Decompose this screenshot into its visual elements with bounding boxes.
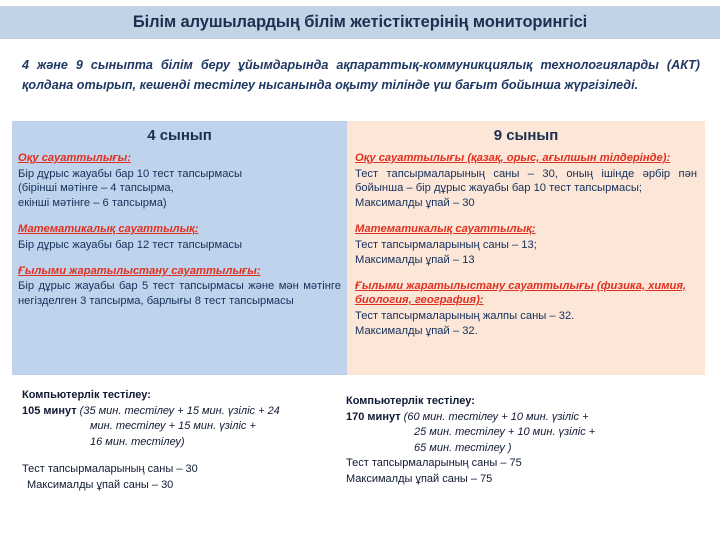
- grade-4-section-reading-literacy: [18, 151, 341, 211]
- section-title: Оқу сауаттылығы (қазақ, орыс, ағылшын тілдерінде):: [355, 152, 671, 164]
- testing-heading: Компьютерлік тестілеу:: [346, 395, 475, 407]
- testing-duration-detail-3: 65 мин. тестілеу ): [414, 441, 512, 454]
- section-line: Бір дұрыс жауабы бар 5 тест тапсырмасы және мән мәтінге негізделген 3 тапсырма, барлығы 8 тест тапсырмасы: [18, 280, 341, 308]
- testing-duration-number: 105: [22, 404, 41, 417]
- section-line: Бір дұрыс жауабы бар 10 тест тапсырмасы: [18, 167, 243, 180]
- testing-task-count: Тест тапсырмаларының саны – 75: [346, 457, 522, 470]
- section-line: Тест тапсырмаларының жалпы саны – 32.: [355, 309, 575, 322]
- grade-4-section-math-literacy: [18, 222, 341, 252]
- testing-max-points: Максималды ұпай саны – 75: [346, 473, 493, 486]
- testing-heading: Компьютерлік тестілеу:: [22, 389, 151, 401]
- computer-testing-blocks: [0, 388, 720, 508]
- testing-duration-unit: минут: [43, 404, 77, 417]
- grade-9-computer-testing: [346, 394, 706, 488]
- section-title: Ғылыми жаратылыстану сауаттылығы (физика, химия, биология, география):: [355, 279, 687, 307]
- page-title: Білім алушылардың білім жетістіктерінің мониторингісі: [132, 13, 588, 31]
- grade-4-computer-testing: [22, 388, 352, 494]
- section-line: Бір дұрыс жауабы бар 12 тест тапсырмасы: [18, 238, 243, 251]
- section-title: Оқу сауаттылығы:: [18, 152, 131, 164]
- section-line: Тест тапсырмаларының саны – 30, оның ішінде әрбір пән бойынша – бір дұрыс жауабы бар 10 тест тапсырмасы;: [355, 167, 697, 195]
- grade-9-section-science-literacy: [355, 279, 697, 339]
- testing-duration-detail-3: 16 мин. тестілеу): [90, 435, 185, 448]
- testing-duration: [346, 410, 706, 426]
- grade-9-section-math-literacy: [355, 222, 697, 267]
- section-title: Математикалық сауаттылық:: [355, 223, 536, 236]
- section-title: Математикалық сауаттылық:: [18, 223, 199, 236]
- testing-duration-number: 170: [346, 410, 365, 423]
- intro-paragraph: 4 және 9 сыныпта білім беру ұйымдарында ақпараттық-коммуникциялық технологияларды (АКТ) қолдана отырып, кешенді тестілеу нысанында оқыту тілінде үш бағыт бойынша жүргізіледі.: [22, 58, 700, 92]
- testing-duration-detail-1: (35 мин. тестілеу + 15 мин. үзіліс + 24: [79, 404, 280, 417]
- grade-9-panel: [347, 121, 705, 375]
- section-line: Максималды ұпай – 30: [355, 197, 475, 210]
- section-line: (бірінші мәтінге – 4 тапсырма,: [18, 182, 174, 195]
- grade-4-panel: [12, 121, 347, 375]
- grade-9-content: [347, 151, 705, 338]
- testing-duration-unit: минут: [367, 410, 401, 423]
- section-line: екінші мәтінге – 6 тапсырма): [18, 197, 167, 210]
- section-line: Тест тапсырмаларының саны – 13;: [355, 238, 537, 251]
- testing-duration-detail-2: мин. тестілеу + 15 мин. үзіліс +: [90, 420, 256, 433]
- testing-duration: [22, 404, 352, 420]
- testing-task-count: Тест тапсырмаларының саны – 30: [22, 463, 198, 476]
- testing-duration-detail-1: (60 мин. тестілеу + 10 мин. үзіліс +: [403, 410, 589, 423]
- testing-max-points: Максималды ұпай саны – 30: [27, 479, 174, 492]
- testing-duration-detail-2: 25 мин. тестілеу + 10 мин. үзіліс +: [414, 426, 596, 439]
- grade-4-content: [12, 151, 347, 309]
- section-line: Максималды ұпай – 32.: [355, 324, 478, 337]
- section-line: Максималды ұпай – 13: [355, 253, 475, 266]
- grade-9-section-reading-literacy: [355, 151, 697, 211]
- grade-4-heading: 4 сынып: [147, 127, 212, 144]
- grade-comparison-panels: [12, 121, 705, 375]
- grade-4-section-science-literacy: [18, 264, 341, 309]
- spacer: [22, 450, 352, 462]
- section-title: Ғылыми жаратылыстану сауаттылығы:: [18, 264, 261, 277]
- page-title-band: [0, 6, 720, 39]
- grade-9-heading: 9 сынып: [493, 127, 559, 144]
